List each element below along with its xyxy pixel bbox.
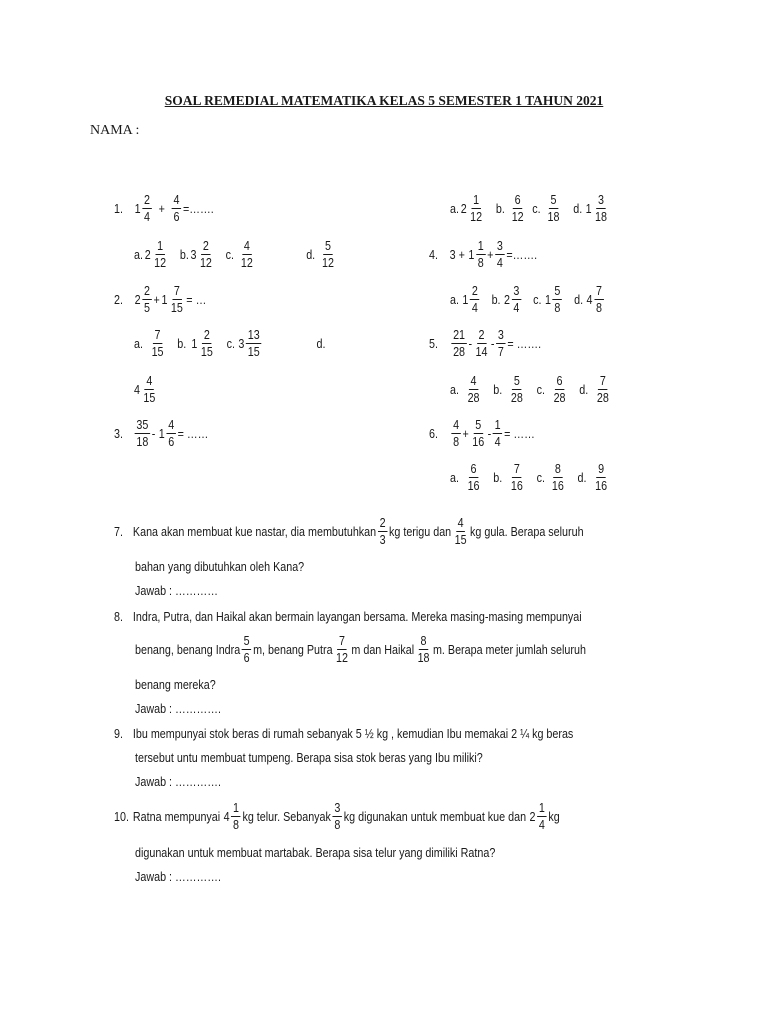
operator: - — [468, 336, 473, 351]
question-9-line-2: tersebut untu membuat tumpeng. Berapa sisa stok beras yang Ibu miliki? — [135, 751, 483, 765]
fraction — [537, 801, 546, 832]
denominator: 28 — [467, 391, 480, 405]
fraction — [493, 418, 502, 449]
numerator: 4 — [243, 239, 250, 253]
fraction — [166, 418, 175, 449]
fraction — [152, 239, 167, 270]
question-3 — [114, 418, 208, 449]
question-text: m dan Haikal — [351, 642, 415, 657]
option-label: d. — [316, 336, 326, 351]
denominator: 8 — [334, 818, 341, 832]
denominator: 4 — [496, 256, 503, 270]
denominator: 7 — [497, 345, 504, 359]
numerator: 3 — [598, 193, 605, 207]
fraction — [470, 284, 479, 315]
fraction — [471, 418, 486, 449]
question-number: 4. — [429, 247, 438, 262]
operator: + — [153, 292, 160, 307]
denominator: 8 — [233, 818, 240, 832]
fraction — [509, 462, 524, 493]
option-label: a. — [450, 201, 459, 216]
denominator: 12 — [335, 651, 348, 665]
question-number: 3. — [114, 426, 123, 441]
denominator: 12 — [199, 256, 212, 270]
fraction — [320, 239, 335, 270]
option-label: a. — [134, 247, 143, 262]
fraction — [593, 193, 608, 224]
fraction — [496, 328, 505, 359]
denominator: 5 — [144, 301, 151, 315]
question-6 — [429, 418, 535, 449]
whole-number: 1 — [158, 426, 165, 441]
fraction — [453, 516, 468, 547]
numerator: 9 — [598, 462, 605, 476]
numerator: 5 — [554, 284, 561, 298]
question-text: m. Berapa meter jumlah seluruh — [432, 642, 586, 657]
question-2 — [114, 284, 206, 315]
numerator: 7 — [599, 374, 606, 388]
fraction — [199, 328, 214, 359]
question-1 — [114, 193, 214, 224]
option-label: c. — [536, 382, 545, 397]
fraction — [135, 418, 150, 449]
denominator: 4 — [538, 818, 545, 832]
whole-number: 4 — [134, 382, 140, 397]
numerator: 2 — [379, 516, 386, 530]
whole-number: 2 — [529, 809, 536, 824]
denominator: 18 — [547, 210, 560, 224]
fraction — [334, 634, 349, 665]
denominator: 12 — [322, 256, 335, 270]
whole-number: 1 — [544, 292, 551, 307]
numerator: 5 — [475, 418, 482, 432]
option-label: b. — [493, 382, 503, 397]
numerator: 1 — [157, 239, 164, 253]
fraction — [512, 284, 521, 315]
numerator: 5 — [513, 374, 520, 388]
numerator: 6 — [556, 374, 563, 388]
question-text: kg digunakan untuk membuat kue dan — [343, 809, 527, 824]
fraction — [468, 193, 483, 224]
option-label: c. — [536, 470, 545, 485]
denominator: 15 — [247, 345, 260, 359]
numerator: 7 — [513, 462, 520, 476]
question-8 — [114, 610, 582, 624]
whole-number: 1 — [468, 247, 475, 262]
denominator: 16 — [595, 479, 608, 493]
option-label: c. — [533, 292, 542, 307]
question-7-line-2: bahan yang dibutuhkan oleh Kana? — [135, 560, 305, 574]
whole-number: 3 — [238, 336, 245, 351]
question-number: 10. — [114, 809, 129, 824]
fraction — [150, 328, 165, 359]
denominator: 16 — [551, 479, 564, 493]
denominator: 6 — [243, 651, 250, 665]
numerator: 7 — [338, 634, 345, 648]
numerator: 1 — [538, 801, 545, 815]
answer-line: Jawab : …………. — [135, 775, 222, 789]
question-text: kg telur. Sebanyak — [242, 809, 331, 824]
answer-line: Jawab : ………… — [135, 584, 219, 598]
denominator: 15 — [170, 301, 183, 315]
option-label: a. — [450, 382, 459, 397]
numerator: 35 — [136, 418, 149, 432]
option-label: c. — [226, 336, 235, 351]
fraction — [495, 239, 504, 270]
numerator: 3 — [334, 801, 341, 815]
denominator: 18 — [417, 651, 430, 665]
numerator: 4 — [173, 193, 180, 207]
operator: + — [462, 426, 469, 441]
fraction — [546, 193, 561, 224]
fraction — [142, 193, 151, 224]
whole-number: 2 — [134, 292, 141, 307]
question-10-line-2: digunakan untuk membuat martabak. Berapa sisa telur yang dimiliki Ratna? — [135, 846, 496, 860]
fraction — [416, 634, 431, 665]
question-number: 8. — [114, 610, 123, 624]
equals-blank: =……. — [182, 201, 214, 216]
numerator: 6 — [514, 193, 521, 207]
denominator: 15 — [200, 345, 213, 359]
fraction — [466, 462, 481, 493]
denominator: 12 — [240, 256, 253, 270]
whole-number: 3 — [190, 247, 197, 262]
question-3-options — [450, 193, 610, 224]
question-4-options — [450, 284, 605, 315]
denominator: 3 — [379, 533, 386, 547]
question-text: kg gula. Berapa seluruh — [469, 524, 584, 539]
fraction — [552, 374, 567, 405]
option-label: d. — [579, 382, 589, 397]
numerator: 2 — [202, 239, 209, 253]
numerator: 5 — [325, 239, 332, 253]
question-8-line-2 — [135, 634, 586, 665]
option-label: b. — [493, 470, 503, 485]
whole-number: 2 — [144, 247, 151, 262]
fraction — [239, 239, 254, 270]
option-label: c. — [532, 201, 541, 216]
question-number: 1. — [114, 201, 123, 216]
fraction — [172, 193, 181, 224]
numerator: 7 — [595, 284, 602, 298]
fraction — [474, 328, 489, 359]
operator: + — [487, 247, 494, 262]
numerator: 13 — [247, 328, 260, 342]
question-text: Ratna mempunyai — [132, 809, 221, 824]
option-label: a. — [450, 292, 459, 307]
question-text: Ibu mempunyai stok beras di rumah sebanyak 5 ½ kg , kemudian Ibu memakai 2 ¼ kg beras — [132, 727, 574, 741]
whole-number: 4 — [586, 292, 593, 307]
denominator: 12 — [470, 210, 483, 224]
denominator: 8 — [453, 435, 460, 449]
numerator: 8 — [554, 462, 561, 476]
numerator: 7 — [173, 284, 180, 298]
equals-blank: = ……. — [507, 336, 542, 351]
denominator: 15 — [454, 533, 467, 547]
numerator: 2 — [144, 193, 151, 207]
numerator: 2 — [471, 284, 478, 298]
denominator: 12 — [511, 210, 524, 224]
numerator: 1 — [477, 239, 484, 253]
operator: - — [490, 336, 495, 351]
question-text: m, benang Putra — [253, 642, 333, 657]
option-label: a. — [134, 336, 143, 351]
denominator: 28 — [510, 391, 523, 405]
denominator: 8 — [554, 301, 561, 315]
fraction — [451, 328, 466, 359]
denominator: 18 — [136, 435, 149, 449]
numerator: 1 — [494, 418, 501, 432]
numerator: 4 — [470, 374, 477, 388]
numerator: 3 — [497, 328, 504, 342]
numerator: 1 — [233, 801, 240, 815]
operator: - — [487, 426, 492, 441]
question-10 — [114, 801, 560, 832]
denominator: 28 — [453, 345, 466, 359]
denominator: 4 — [513, 301, 520, 315]
fraction — [142, 374, 157, 405]
option-label: b. — [177, 336, 187, 351]
fraction — [595, 374, 610, 405]
fraction — [553, 284, 562, 315]
whole-number: 1 — [134, 201, 141, 216]
numerator: 4 — [457, 516, 464, 530]
question-text: kg — [548, 809, 560, 824]
question-text: kg terigu dan — [388, 524, 452, 539]
fraction — [246, 328, 261, 359]
option-label: b. — [495, 201, 505, 216]
denominator: 4 — [471, 301, 478, 315]
fraction — [466, 374, 481, 405]
numerator: 8 — [420, 634, 427, 648]
whole-number: 2 — [503, 292, 510, 307]
answer-line: Jawab : …………. — [135, 870, 222, 884]
equals-blank: =……. — [506, 247, 538, 262]
question-number: 7. — [114, 524, 123, 539]
numerator: 4 — [168, 418, 175, 432]
question-text: benang, benang Indra — [135, 642, 241, 657]
answer-line: Jawab : …………. — [135, 702, 222, 716]
denominator: 28 — [596, 391, 609, 405]
question-6-options — [450, 462, 611, 493]
denominator: 16 — [510, 479, 523, 493]
fraction — [451, 418, 460, 449]
whole-number: 2 — [460, 201, 467, 216]
numerator: 3 — [496, 239, 503, 253]
numerator: 21 — [453, 328, 466, 342]
question-8-line-3: benang mereka? — [135, 678, 216, 692]
equals-blank: = … — [186, 292, 207, 307]
fraction — [378, 516, 387, 547]
question-number: 9. — [114, 727, 123, 741]
denominator: 15 — [151, 345, 164, 359]
whole-number: 4 — [223, 809, 230, 824]
operator: + — [158, 201, 165, 216]
question-9 — [114, 727, 573, 741]
denominator: 15 — [143, 391, 156, 405]
option-label: d. — [306, 247, 316, 262]
question-text: Kana akan membuat kue nastar, dia membutuhkan — [132, 524, 377, 539]
denominator: 14 — [475, 345, 488, 359]
denominator: 18 — [595, 210, 608, 224]
numerator: 2 — [203, 328, 210, 342]
whole-number: 1 — [585, 201, 592, 216]
denominator: 16 — [467, 479, 480, 493]
numerator: 3 — [513, 284, 520, 298]
numerator: 5 — [550, 193, 557, 207]
question-4 — [429, 239, 537, 270]
question-number: 5. — [429, 336, 438, 351]
numerator: 4 — [453, 418, 460, 432]
name-label: NAMA : — [90, 123, 140, 138]
option-label: b. — [491, 292, 501, 307]
numerator: 1 — [473, 193, 480, 207]
denominator: 8 — [595, 301, 602, 315]
fraction — [142, 284, 151, 315]
option-label: d. — [573, 201, 583, 216]
fraction — [231, 801, 240, 832]
fraction — [333, 801, 342, 832]
fraction — [594, 284, 603, 315]
question-2-options — [134, 328, 325, 359]
equals-blank: = …… — [504, 426, 535, 441]
denominator: 4 — [494, 435, 501, 449]
fraction — [550, 462, 565, 493]
question-5-options — [450, 374, 612, 405]
option-label: a. — [450, 470, 459, 485]
numerator: 6 — [470, 462, 477, 476]
operator: - — [151, 426, 156, 441]
option-label: c. — [225, 247, 235, 262]
fraction — [169, 284, 184, 315]
equals-blank: = …… — [177, 426, 209, 441]
fraction — [510, 193, 525, 224]
option-label: d. — [577, 470, 587, 485]
denominator: 28 — [553, 391, 566, 405]
numerator: 2 — [144, 284, 151, 298]
fraction — [593, 462, 608, 493]
option-label: b. — [179, 247, 189, 262]
question-5 — [429, 328, 541, 359]
denominator: 4 — [144, 210, 151, 224]
denominator: 12 — [154, 256, 167, 270]
numerator: 2 — [478, 328, 485, 342]
numerator: 7 — [154, 328, 161, 342]
question-1-options — [134, 239, 337, 270]
numerator: 5 — [243, 634, 250, 648]
question-7 — [114, 516, 584, 547]
denominator: 6 — [173, 210, 180, 224]
expression-term: 3 + — [449, 247, 465, 262]
whole-number: 1 — [161, 292, 168, 307]
question-2-option-d-value — [134, 374, 159, 405]
fraction — [509, 374, 524, 405]
whole-number: 1 — [462, 292, 469, 307]
option-label: d. — [574, 292, 584, 307]
page-title: SOAL REMEDIAL MATEMATIKA KELAS 5 SEMESTER 1 TAHUN 2021 — [164, 93, 604, 108]
denominator: 6 — [168, 435, 175, 449]
denominator: 8 — [477, 256, 484, 270]
question-text: Indra, Putra, dan Haikal akan bermain layangan bersama. Mereka masing-masing mempunyai — [132, 610, 582, 624]
fraction — [476, 239, 485, 270]
fraction — [242, 634, 251, 665]
fraction — [198, 239, 213, 270]
denominator: 16 — [472, 435, 485, 449]
question-number: 6. — [429, 426, 438, 441]
numerator: 4 — [146, 374, 153, 388]
question-number: 2. — [114, 292, 123, 307]
whole-number: 1 — [191, 336, 198, 351]
